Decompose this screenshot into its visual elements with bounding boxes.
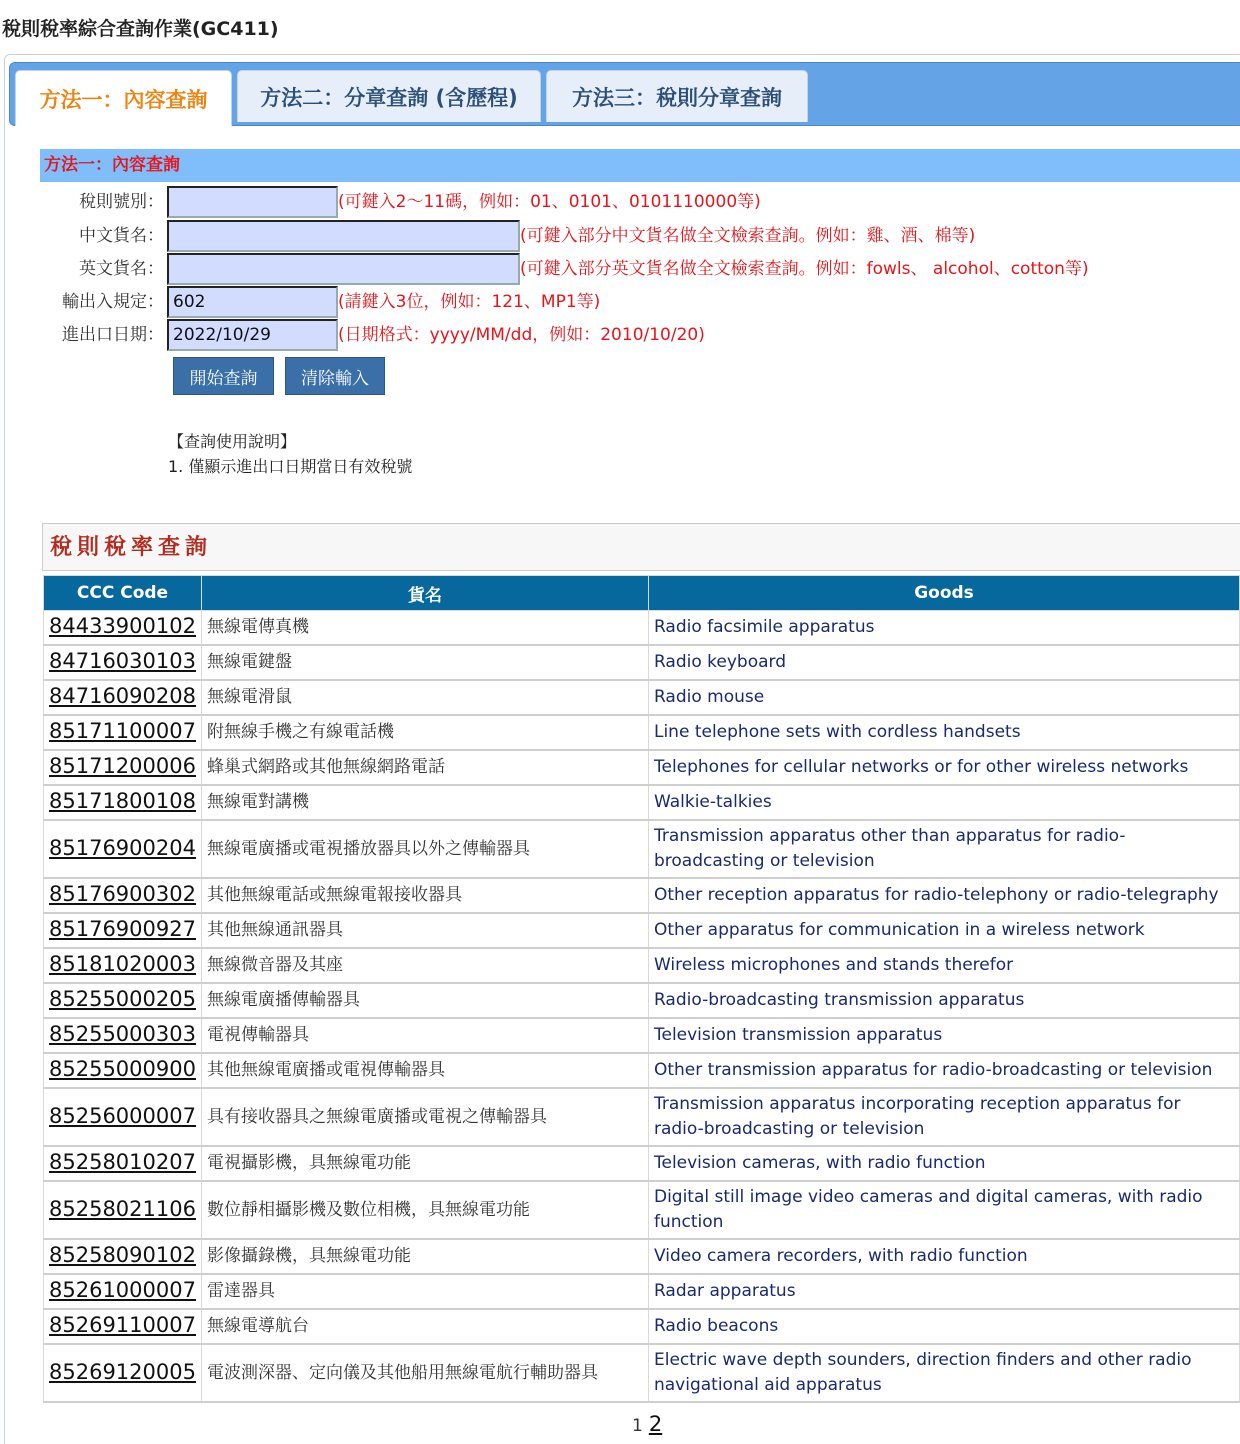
cn-name-cell: 電波測深器、定向儀及其他船用無線電航行輔助器具: [201, 1344, 648, 1402]
page-title: 稅則稅率綜合查詢作業(GC411): [2, 18, 279, 40]
io-rule-label: 輸出入規定：: [62, 292, 164, 312]
table-row: [44, 1053, 1240, 1088]
table-row: [44, 913, 1240, 948]
form-row-tariff-no: [0, 186, 1240, 218]
goods-cell: Television cameras, with radio function: [648, 1146, 1239, 1181]
form-row-cn-name: [0, 220, 1240, 252]
ccc-code-cell: [44, 1239, 202, 1274]
table-row: [44, 1088, 1240, 1146]
ccc-code-link[interactable]: 85181020003: [49, 952, 196, 976]
tab-tariff-chapter-search[interactable]: 方法三：稅則分章查詢: [546, 70, 808, 122]
goods-cell: Radio keyboard: [648, 645, 1239, 680]
goods-cell: Radar apparatus: [648, 1274, 1239, 1309]
ccc-code-link[interactable]: 85176900302: [49, 882, 196, 906]
ccc-code-link[interactable]: 85261000007: [49, 1278, 196, 1302]
cn-name-cell: 無線電對講機: [201, 785, 648, 820]
tariff-no-input[interactable]: [167, 186, 338, 218]
section-header: 方法一：內容查詢: [40, 149, 1240, 182]
ccc-code-link[interactable]: 85176900927: [49, 917, 196, 941]
ccc-code-cell: [44, 948, 202, 983]
cn-name-cell: 數位靜相攝影機及數位相機，具無線電功能: [201, 1181, 648, 1239]
ccc-code-cell: [44, 820, 202, 878]
column-header-cn-name: 貨名: [201, 576, 648, 611]
page-current: 1: [632, 1416, 643, 1436]
ccc-code-link[interactable]: 85176900204: [49, 835, 196, 860]
goods-cell: Video camera recorders, with radio function: [648, 1239, 1239, 1274]
table-row: [44, 1239, 1240, 1274]
date-input[interactable]: [167, 319, 338, 351]
table-row: [44, 645, 1240, 680]
tab-content-search[interactable]: 方法一：內容查詢: [15, 70, 232, 126]
goods-cell: Walkie-talkies: [648, 785, 1239, 820]
cn-name-cell: 其他無線電話或無線電報接收器具: [201, 878, 648, 913]
goods-cell: Digital still image video cameras and digital cameras, with radio function: [648, 1181, 1239, 1239]
table-row: [44, 983, 1240, 1018]
ccc-code-cell: [44, 1181, 202, 1239]
ccc-code-link[interactable]: 85258021106: [49, 1196, 196, 1221]
ccc-code-link[interactable]: 85256000007: [49, 1103, 196, 1128]
cn-name-cell: 影像攝錄機，具無線電功能: [201, 1239, 648, 1274]
cn-name-cell: 其他無線通訊器具: [201, 913, 648, 948]
ccc-code-cell: [44, 1088, 202, 1146]
table-row: [44, 1181, 1240, 1239]
cn-name-cell: 附無線手機之有線電話機: [201, 715, 648, 750]
ccc-code-cell: [44, 715, 202, 750]
form-row-date: [0, 319, 1240, 351]
form-row-en-name: [0, 253, 1240, 285]
ccc-code-link[interactable]: 85269120005: [49, 1359, 196, 1384]
goods-cell: Wireless microphones and stands therefor: [648, 948, 1239, 983]
ccc-code-cell: [44, 785, 202, 820]
ccc-code-cell: [44, 611, 202, 646]
en-name-label: 英文貨名：: [79, 259, 164, 279]
table-row: [44, 1344, 1240, 1402]
usage-notes: [168, 429, 412, 479]
cn-name-cell: 雷達器具: [201, 1274, 648, 1309]
table-row: [44, 1146, 1240, 1181]
table-header-row: [44, 576, 1240, 611]
goods-cell: Other reception apparatus for radio-telephony or radio-telegraphy: [648, 878, 1239, 913]
io-rule-input[interactable]: [167, 286, 338, 318]
cn-name-cell: 無線電廣播傳輸器具: [201, 983, 648, 1018]
page-link-2[interactable]: 2: [648, 1412, 663, 1436]
goods-cell: Radio facsimile apparatus: [648, 611, 1239, 646]
ccc-code-cell: [44, 645, 202, 680]
ccc-code-cell: [44, 1018, 202, 1053]
ccc-code-cell: [44, 983, 202, 1018]
results-title: 稅則稅率查詢: [42, 523, 1240, 571]
en-name-hint: (可鍵入部分英文貨名做全文檢索查詢。例如：fowls、 alcohol、cotton等): [520, 259, 1089, 279]
ccc-code-link[interactable]: 85171200006: [49, 754, 196, 778]
table-row: [44, 680, 1240, 715]
goods-cell: Radio-broadcasting transmission apparatus: [648, 983, 1239, 1018]
ccc-code-link[interactable]: 85269110007: [49, 1313, 196, 1337]
ccc-code-cell: [44, 1344, 202, 1402]
cn-name-cell: 具有接收器具之無線電廣播或電視之傳輸器具: [201, 1088, 648, 1146]
ccc-code-link[interactable]: 85255000205: [49, 987, 196, 1011]
goods-cell: Transmission apparatus incorporating reception apparatus for radio-broadcasting or television: [648, 1088, 1239, 1146]
ccc-code-link[interactable]: 85171800108: [49, 789, 196, 813]
ccc-code-cell: [44, 680, 202, 715]
cn-name-cell: 無線電鍵盤: [201, 645, 648, 680]
ccc-code-link[interactable]: 84433900102: [49, 614, 196, 638]
ccc-code-link[interactable]: 85255000900: [49, 1057, 196, 1081]
goods-cell: Telephones for cellular networks or for other wireless networks: [648, 750, 1239, 785]
ccc-code-link[interactable]: 85171100007: [49, 719, 196, 743]
cn-name-cell: 無線微音器及其座: [201, 948, 648, 983]
table-row: [44, 785, 1240, 820]
cn-name-cell: 其他無線電廣播或電視傳輸器具: [201, 1053, 648, 1088]
clear-button[interactable]: 清除輸入: [285, 357, 385, 395]
form-row-io-rule: [0, 286, 1240, 318]
ccc-code-link[interactable]: 85258010207: [49, 1150, 196, 1174]
cn-name-label: 中文貨名：: [79, 226, 164, 246]
ccc-code-link[interactable]: 85258090102: [49, 1243, 196, 1267]
results-table: [43, 575, 1240, 1403]
cn-name-cell: 無線電導航台: [201, 1309, 648, 1344]
goods-cell: Radio mouse: [648, 680, 1239, 715]
ccc-code-cell: [44, 1274, 202, 1309]
date-label: 進出口日期：: [62, 325, 164, 345]
ccc-code-cell: [44, 1309, 202, 1344]
io-rule-hint: (請鍵入3位，例如：121、MP1等): [338, 292, 601, 312]
goods-cell: Television transmission apparatus: [648, 1018, 1239, 1053]
table-row: [44, 948, 1240, 983]
table-row: [44, 750, 1240, 785]
column-header-ccc-code: CCC Code: [44, 576, 202, 611]
table-row: [44, 1274, 1240, 1309]
notes-heading: 【查詢使用說明】: [168, 432, 297, 451]
goods-cell: Radio beacons: [648, 1309, 1239, 1344]
ccc-code-link[interactable]: 85255000303: [49, 1022, 196, 1046]
notes-item: 1. 僅顯示進出口日期當日有效稅號: [168, 457, 413, 476]
search-button[interactable]: 開始查詢: [173, 357, 274, 395]
ccc-code-link[interactable]: 84716030103: [49, 649, 196, 673]
pagination: [632, 1412, 662, 1436]
table-row: [44, 611, 1240, 646]
table-row: [44, 1018, 1240, 1053]
cn-name-cell: 電視傳輸器具: [201, 1018, 648, 1053]
goods-cell: Transmission apparatus other than apparatus for radio-broadcasting or television: [648, 820, 1239, 878]
date-hint: (日期格式：yyyy/MM/dd，例如：2010/10/20): [338, 325, 705, 345]
table-row: [44, 1309, 1240, 1344]
cn-name-cell: 無線電傳真機: [201, 611, 648, 646]
tab-chapter-search[interactable]: 方法二：分章查詢 (含歷程): [237, 70, 541, 122]
goods-cell: Line telephone sets with cordless handsets: [648, 715, 1239, 750]
tariff-no-label: 稅則號別：: [79, 192, 164, 212]
goods-cell: Electric wave depth sounders, direction finders and other radio navigational aid apparatus: [648, 1344, 1239, 1402]
cn-name-cell: 無線電滑鼠: [201, 680, 648, 715]
ccc-code-link[interactable]: 84716090208: [49, 684, 196, 708]
ccc-code-cell: [44, 913, 202, 948]
ccc-code-cell: [44, 1053, 202, 1088]
tariff-no-hint: (可鍵入2～11碼，例如：01、0101、0101110000等): [338, 192, 761, 212]
table-row: [44, 715, 1240, 750]
cn-name-cell: 無線電廣播或電視播放器具以外之傳輸器具: [201, 820, 648, 878]
ccc-code-cell: [44, 750, 202, 785]
cn-name-cell: 電視攝影機，具無線電功能: [201, 1146, 648, 1181]
table-row: [44, 820, 1240, 878]
goods-cell: Other apparatus for communication in a wireless network: [648, 913, 1239, 948]
ccc-code-cell: [44, 1146, 202, 1181]
column-header-goods: Goods: [648, 576, 1239, 611]
cn-name-input[interactable]: [167, 220, 520, 252]
cn-name-cell: 蜂巢式網路或其他無線網路電話: [201, 750, 648, 785]
en-name-input[interactable]: [167, 253, 520, 285]
table-row: [44, 878, 1240, 913]
goods-cell: Other transmission apparatus for radio-broadcasting or television: [648, 1053, 1239, 1088]
ccc-code-cell: [44, 878, 202, 913]
cn-name-hint: (可鍵入部分中文貨名做全文檢索查詢。例如：雞、酒、棉等): [520, 226, 976, 246]
